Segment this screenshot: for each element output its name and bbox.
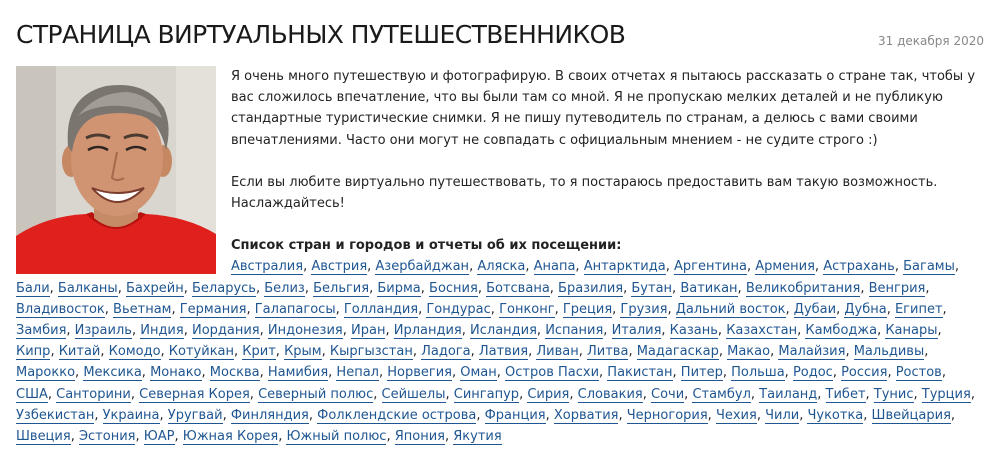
country-link[interactable]: Крит (242, 344, 276, 360)
country-link[interactable]: США (16, 386, 48, 402)
country-link[interactable]: Пакистан (607, 365, 673, 381)
country-link[interactable]: Норвегия (387, 365, 452, 381)
country-link[interactable]: Канары (885, 323, 938, 339)
link-separator: , (174, 429, 183, 445)
link-separator: , (386, 429, 395, 445)
link-separator: , (304, 280, 314, 296)
country-link[interactable]: Великобритания (745, 280, 861, 296)
post-date: 31 декабря 2020 (878, 34, 984, 48)
country-link[interactable]: Аляска (477, 259, 526, 275)
country-link[interactable]: Родос (792, 365, 833, 381)
country-link[interactable]: Намибия (267, 365, 329, 381)
country-link[interactable]: Черногория (626, 407, 708, 423)
country-link[interactable]: Бутан (631, 280, 673, 296)
country-link[interactable]: Индонезия (267, 323, 343, 339)
link-separator: , (750, 386, 760, 402)
country-link[interactable]: ЮАР (143, 429, 175, 445)
country-link[interactable]: Аргентина (673, 259, 747, 275)
link-separator: , (70, 429, 79, 445)
link-separator: , (469, 259, 478, 275)
country-link[interactable]: Эстония (78, 429, 136, 445)
country-link[interactable]: Уругвай (167, 407, 223, 423)
country-link[interactable]: Балканы (57, 280, 118, 296)
link-separator: , (925, 280, 930, 296)
link-separator: , (275, 344, 285, 360)
link-separator: , (845, 344, 854, 360)
country-link[interactable]: Финляндия (230, 407, 309, 423)
country-link[interactable]: Комодо (108, 344, 161, 360)
link-separator: , (799, 407, 808, 423)
link-separator: , (575, 259, 584, 275)
country-link[interactable]: Стамбул (692, 386, 751, 402)
countries-heading: Список стран и городов и отчеты об их посещении: (231, 238, 622, 254)
country-link[interactable]: Армения (755, 259, 815, 275)
link-separator: , (784, 365, 793, 381)
link-separator: , (937, 323, 942, 339)
country-link[interactable]: Тунис (873, 386, 914, 402)
country-link[interactable]: Азербайджан (375, 259, 470, 275)
link-separator: , (628, 344, 637, 360)
link-separator: , (303, 259, 312, 275)
country-link[interactable]: Чукотка (807, 407, 864, 423)
link-separator: , (672, 280, 681, 296)
country-link[interactable]: Сирия (527, 386, 570, 402)
country-link[interactable]: Антарктида (583, 259, 666, 275)
country-link[interactable]: Израиль (74, 323, 132, 339)
link-separator: , (201, 365, 210, 381)
country-link[interactable]: Котуйкан (168, 344, 235, 360)
country-link[interactable]: Голландия (343, 301, 419, 317)
country-link[interactable]: Словакия (577, 386, 643, 402)
country-link[interactable]: Дубна (844, 301, 887, 317)
country-link[interactable]: Греция (562, 301, 613, 317)
country-link[interactable]: Монако (150, 365, 202, 381)
link-separator: , (255, 280, 265, 296)
country-link[interactable]: Грузия (620, 301, 668, 317)
country-link[interactable]: Оман (460, 365, 497, 381)
country-link[interactable]: Испания (545, 323, 604, 339)
country-link[interactable]: Якутия (453, 429, 502, 445)
country-link[interactable]: Казахстан (726, 323, 798, 339)
link-separator: , (924, 344, 929, 360)
country-link[interactable]: Северный полюс (258, 386, 374, 402)
country-link[interactable]: Бельгия (313, 280, 370, 296)
link-separator: , (814, 259, 824, 275)
link-separator: , (461, 323, 471, 339)
intro-paragraph-2: Если вы любите виртуально путешествовать, то я постараюсь предоставить вам такую возможность. Наслаждайтесь! (231, 174, 938, 212)
link-separator: , (578, 344, 587, 360)
link-separator: , (160, 344, 169, 360)
link-separator: , (373, 386, 382, 402)
country-link[interactable]: Узбекистан (16, 407, 95, 423)
link-separator: , (817, 386, 826, 402)
link-separator: , (385, 323, 394, 339)
country-link[interactable]: Марокко (16, 365, 76, 381)
link-separator: , (47, 386, 57, 402)
country-link[interactable]: Ладога (421, 344, 471, 360)
link-separator: , (367, 259, 376, 275)
country-link[interactable]: Чили (765, 407, 800, 423)
link-separator: , (412, 344, 422, 360)
country-link[interactable]: Дальний восток (675, 301, 786, 317)
country-link[interactable]: Кыргызстан (329, 344, 413, 360)
country-link[interactable]: Кипр (16, 344, 51, 360)
link-separator: , (222, 407, 231, 423)
country-link[interactable]: Швеция (16, 429, 71, 445)
country-link[interactable]: Сейшелы (381, 386, 446, 402)
country-link[interactable]: Макао (727, 344, 771, 360)
country-link[interactable]: Ливан (536, 344, 579, 360)
country-link[interactable]: Япония (394, 429, 445, 445)
country-link[interactable]: Чехия (715, 407, 757, 423)
country-link[interactable]: Санторини (56, 386, 131, 402)
link-separator: , (49, 280, 58, 296)
country-link[interactable]: Бразилия (558, 280, 624, 296)
country-link[interactable]: Остров Пасхи (505, 365, 600, 381)
country-link[interactable]: Польша (731, 365, 785, 381)
country-link[interactable]: Непал (336, 365, 379, 381)
country-link[interactable]: Бирма (377, 280, 421, 296)
country-link[interactable]: Замбия (16, 323, 67, 339)
link-separator: , (104, 301, 114, 317)
link-separator: , (75, 365, 84, 381)
link-separator: , (528, 344, 537, 360)
country-link[interactable]: Литва (587, 344, 629, 360)
country-link[interactable]: Индия (140, 323, 184, 339)
link-separator: , (913, 386, 922, 402)
country-link[interactable]: Северная Корея (139, 386, 250, 402)
country-link[interactable]: Ботсвана (486, 280, 550, 296)
country-link[interactable]: Астрахань (823, 259, 895, 275)
link-separator: , (159, 407, 168, 423)
link-separator: , (259, 365, 268, 381)
country-link[interactable]: Босния (429, 280, 478, 296)
link-separator: , (618, 407, 627, 423)
country-link[interactable]: Россия (841, 365, 888, 381)
link-separator: , (342, 323, 352, 339)
country-link[interactable]: Латвия (478, 344, 529, 360)
link-separator: , (832, 365, 842, 381)
link-separator: , (545, 407, 554, 423)
link-separator: , (141, 365, 151, 381)
link-separator: , (476, 407, 485, 423)
country-link[interactable]: Мексика (83, 365, 142, 381)
link-separator: , (328, 365, 337, 381)
link-separator: , (603, 323, 612, 339)
link-separator: , (477, 280, 487, 296)
link-separator: , (942, 301, 947, 317)
country-link[interactable]: Исландия (470, 323, 537, 339)
country-link[interactable]: Мальдивы (853, 344, 925, 360)
country-link[interactable]: Франция (484, 407, 546, 423)
country-link[interactable]: Иордания (191, 323, 260, 339)
link-separator: , (836, 301, 845, 317)
country-link[interactable]: Таиланд (759, 386, 818, 402)
country-link[interactable]: Багамы (903, 259, 955, 275)
intro-paragraph-1: Я очень много путешествую и фотографирую. В своих отчетах я пытаюсь рассказать о стране так, чтобы у вас сложилось впечатление, что вы были там со мной. Я не пропускаю мелких деталей и не публикую стандартные туристические снимки. Я не пишу путеводитель по странам, а делюсь с вами своими впечатлениями. Часто они могут не совпадать с официальным мнением - не судите строго :) (231, 69, 976, 148)
link-separator: , (865, 386, 874, 402)
country-link[interactable]: Украина (102, 407, 160, 423)
link-separator: , (490, 301, 500, 317)
link-separator: , (536, 323, 546, 339)
intro-text (16, 66, 982, 447)
link-separator: , (717, 323, 727, 339)
country-link[interactable]: Фолклендские острова (317, 407, 477, 423)
link-separator: , (863, 407, 872, 423)
link-separator: , (756, 407, 766, 423)
country-link[interactable]: Сочи (651, 386, 685, 402)
link-separator: , (549, 280, 559, 296)
country-link[interactable]: Белиз (264, 280, 305, 296)
link-separator: , (770, 344, 779, 360)
link-separator: , (100, 344, 109, 360)
link-separator: , (661, 323, 670, 339)
link-separator: , (684, 386, 693, 402)
link-separator: , (707, 407, 716, 423)
link-separator: , (970, 386, 975, 402)
country-link[interactable]: Мадагаскар (636, 344, 719, 360)
link-separator: , (452, 365, 461, 381)
link-separator: , (665, 259, 674, 275)
link-separator: , (378, 365, 388, 381)
country-link[interactable]: Анапа (533, 259, 576, 275)
link-separator: , (259, 323, 268, 339)
link-separator: , (525, 259, 534, 275)
country-link[interactable]: Малайзия (778, 344, 846, 360)
link-separator: , (131, 323, 141, 339)
link-separator: , (321, 344, 330, 360)
link-separator: , (135, 429, 144, 445)
country-link[interactable]: Гонконг (499, 301, 555, 317)
link-separator: , (444, 429, 454, 445)
link-separator: , (308, 407, 318, 423)
country-link[interactable]: Хорватия (553, 407, 619, 423)
link-separator: , (746, 259, 756, 275)
link-separator: , (183, 323, 192, 339)
link-separator: , (599, 365, 608, 381)
link-separator: , (496, 365, 506, 381)
link-separator: , (183, 280, 193, 296)
country-link[interactable]: Владивосток (16, 301, 105, 317)
link-separator: , (66, 323, 75, 339)
link-separator: , (877, 323, 886, 339)
link-separator: , (171, 301, 180, 317)
country-link[interactable]: Тибет (825, 386, 866, 402)
link-separator: , (569, 386, 578, 402)
link-separator: , (50, 344, 59, 360)
country-link[interactable]: Питер (680, 365, 723, 381)
country-link[interactable]: Гондурас (426, 301, 491, 317)
link-separator: , (612, 301, 621, 317)
link-separator: , (941, 365, 946, 381)
link-separator: , (672, 365, 681, 381)
link-separator: , (278, 429, 287, 445)
link-separator: , (797, 323, 806, 339)
link-separator: , (894, 259, 904, 275)
country-link[interactable]: Сингапур (453, 386, 520, 402)
link-separator: , (954, 259, 960, 275)
country-link[interactable]: Беларусь (192, 280, 256, 296)
link-separator: , (519, 386, 528, 402)
link-separator: , (554, 301, 563, 317)
link-separator: , (623, 280, 632, 296)
link-separator: , (445, 386, 454, 402)
link-separator: , (470, 344, 479, 360)
link-separator: , (94, 407, 103, 423)
link-separator: , (860, 280, 869, 296)
link-separator: , (950, 407, 956, 423)
country-link[interactable]: Египет (894, 301, 943, 317)
country-link[interactable]: Австралия (231, 259, 304, 275)
country-link[interactable]: Казань (669, 323, 718, 339)
country-link[interactable]: Южная Корея (182, 429, 279, 445)
country-link[interactable]: Галапагосы (254, 301, 336, 317)
country-link[interactable]: Турция (921, 386, 971, 402)
country-link[interactable]: Австрия (311, 259, 368, 275)
link-separator: , (887, 365, 896, 381)
link-separator: , (722, 365, 732, 381)
country-link[interactable]: Камбоджа (805, 323, 878, 339)
link-separator: , (117, 280, 126, 296)
link-separator: , (785, 301, 794, 317)
country-link[interactable]: Ватикан (680, 280, 738, 296)
country-link[interactable]: Москва (209, 365, 260, 381)
link-separator: , (246, 301, 255, 317)
link-separator: , (737, 280, 746, 296)
link-separator: , (420, 280, 430, 296)
link-separator: , (886, 301, 895, 317)
link-separator: , (418, 301, 427, 317)
country-link-list (16, 256, 982, 447)
link-separator: , (249, 386, 259, 402)
country-link[interactable]: Дубаи (793, 301, 837, 317)
link-separator: , (335, 301, 344, 317)
link-separator: , (369, 280, 378, 296)
link-separator: , (642, 386, 651, 402)
country-link[interactable]: Бали (16, 280, 50, 296)
country-link[interactable]: Вьетнам (113, 301, 172, 317)
link-separator: , (718, 344, 728, 360)
country-link[interactable]: Бахрейн (125, 280, 184, 296)
country-link[interactable]: Китай (58, 344, 101, 360)
link-separator: , (130, 386, 140, 402)
country-link[interactable]: Крым (284, 344, 322, 360)
country-link[interactable]: Ирландия (393, 323, 462, 339)
link-separator: , (667, 301, 676, 317)
country-link[interactable]: Германия (179, 301, 247, 317)
country-link[interactable]: Венгрия (868, 280, 926, 296)
country-link[interactable]: Южный полюс (286, 429, 387, 445)
country-link[interactable]: Ростов (895, 365, 942, 381)
country-link[interactable]: Иран (351, 323, 386, 339)
country-link[interactable]: Италия (611, 323, 662, 339)
country-link[interactable]: Швейцария (871, 407, 951, 423)
link-separator: , (234, 344, 243, 360)
page-title: СТРАНИЦА ВИРТУАЛЬНЫХ ПУТЕШЕСТВЕННИКОВ (16, 20, 626, 49)
